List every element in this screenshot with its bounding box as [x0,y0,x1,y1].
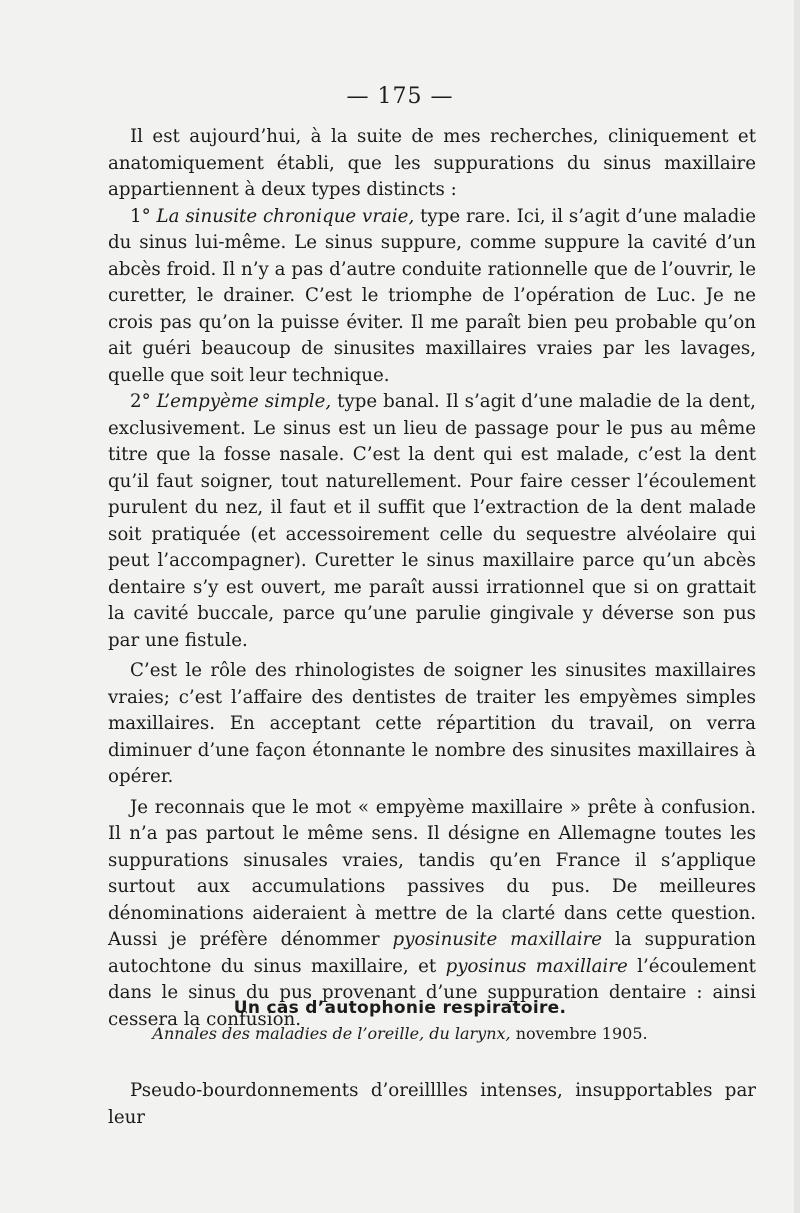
journal-name: Annales des maladies de l’oreille, du larynx, [152,1024,511,1043]
paragraph-type-1 [108,204,756,390]
final-text [108,1078,756,1131]
term-pyosinusite: pyosinusite maxillaire [392,929,603,950]
article-title: Un cas d’autophonie respiratoire. [233,998,567,1018]
page-number: — 175 — [346,84,454,109]
body-text [108,124,756,1033]
publication-date: novembre 1905. [515,1024,648,1043]
item-title: La sinusite chronique vraie, [156,205,415,227]
paragraph-roles: C’est le rôle des rhinologistes de soigner les sinusites maxillaires vraies; c’est l’affaire des dentistes de traiter les empyèmes simples maxillaires. En acceptant cette répartition du travail, on verra diminuer d’une façon étonnante le nombre des sinusites maxillaires à opérer. [108,660,756,787]
article-citation [0,1024,800,1043]
terminology-text-middle: la suppuration autochtone du sinus maxillaire, et [108,929,756,977]
terminology-text-start: Je reconnais que le mot « empyème maxillaire » prête à confusion. Il n’a pas partout le même sens. Il désigne en Allemagne toutes les suppurations sinusales vraies, tandis qu’en France il s’applique surtout aux accumulations passives du pus. De meilleures dénominations aideraient à mettre de la clarté dans cette question. Aussi je préfère dénommer [108,796,756,950]
paragraph-final: Pseudo-bourdonnements d’oreilllles intenses, insupportables par leur [108,1080,756,1128]
paragraph-type-2 [108,389,756,654]
term-pyosinus: pyosinus maxillaire [445,955,628,977]
item-number: 1° [130,205,151,227]
terminology-text-end: l’écoulement dans le sinus du pus provenant d’une suppuration dentaire : ainsi cessera la confusion. [108,955,756,1030]
item-text: type rare. Ici, il s’agit d’une maladie du sinus lui-même. Le sinus suppure, comme suppure la cavité d’un abcès froid. Il n’y a pas d’autre conduite rationnelle que de l’ouvrir, le curetter, le drainer. C’est le triomphe de l’opération de Luc. Je ne crois pas qu’on la puisse éviter. Il me paraît bien peu probable qu’on ait guéri beaucoup de sinusites maxillaires vraies par les lavages, quelle que soit leur technique. [108,205,756,386]
item-title: L’empyème simple, [156,391,332,412]
item-number: 2° [130,391,151,412]
item-text: type banal. Il s’agit d’une maladie de la dent, exclusivement. Le sinus est un lieu de passage pour le pus au même titre que la fosse nasale. C’est la dent qui est malade, c’est la dent qu’il faut soigner, tout naturellement. Pour faire cesser l’écoulement purulent du nez, il faut et il suffit que l’extraction de la dent malade soit pratiquée (et accessoirement celle du sequestre alvéolaire qui peut l’accompagner). Curetter le sinus maxillaire parce qu’un abcès dentaire s’y est ouvert, me paraît aussi irrationnel que si on grattait la cavité buccale, parce qu’une parulie gingivale y déverse son pus par une fistule. [108,391,756,651]
paragraph-intro: Il est aujourd’hui, à la suite de mes recherches, cliniquement et anatomiquement établi, que les suppurations du sinus maxillaire appartiennent à deux types distincts : [108,126,756,200]
